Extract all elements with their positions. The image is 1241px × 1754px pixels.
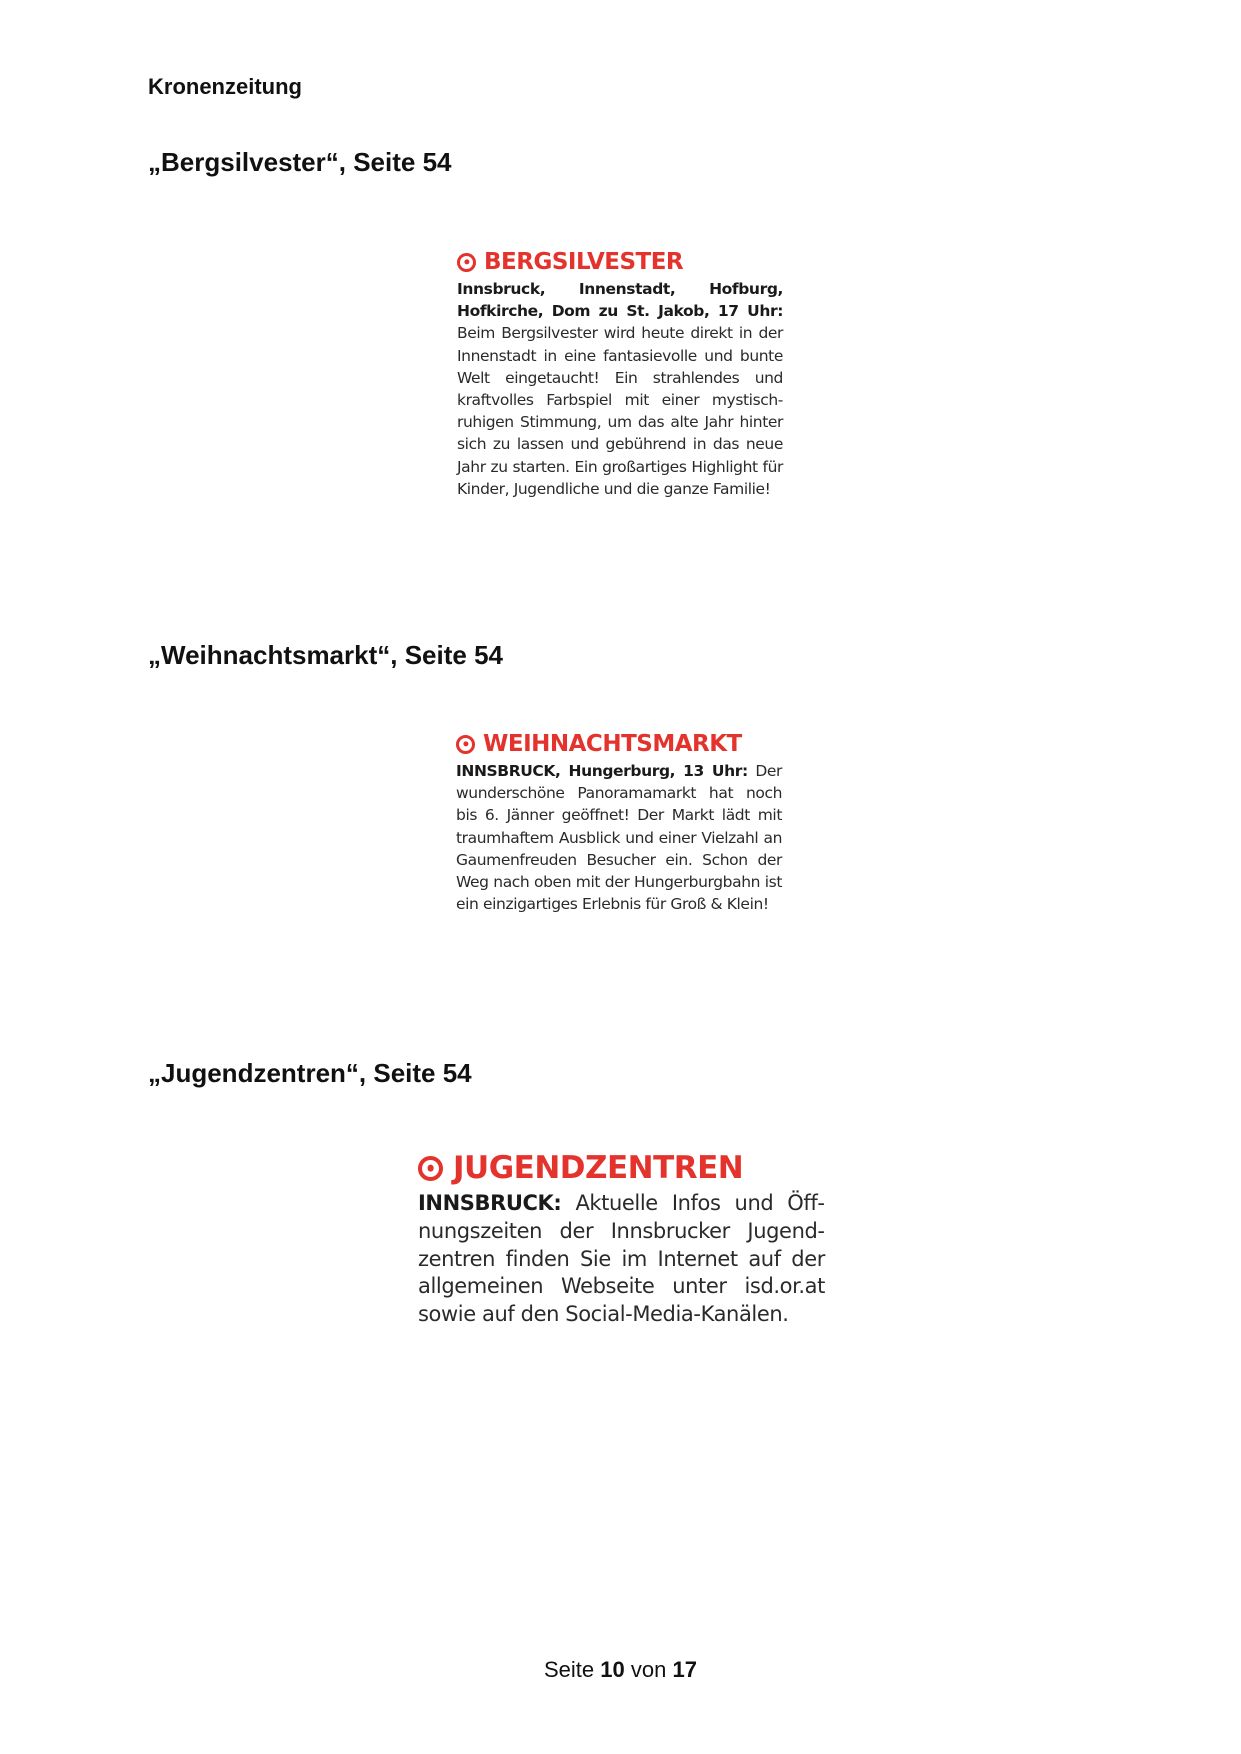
page-number-current: 10	[600, 1657, 625, 1682]
target-icon	[418, 1156, 443, 1181]
clip-body	[457, 278, 783, 500]
page-number-prefix: Seite	[544, 1657, 595, 1682]
clip-lead: INNSBRUCK:	[418, 1191, 562, 1215]
clip-body	[456, 760, 782, 915]
page-number-total: 17	[672, 1657, 697, 1682]
section-heading-bergsilvester: „Bergsilvester“, Seite 54	[148, 147, 452, 177]
clip-title-text: BERGSILVESTER	[484, 249, 684, 275]
section-heading-jugendzentren: „Jugendzentren“, Seite 54	[148, 1058, 472, 1088]
article-clip-bergsilvester	[457, 246, 783, 500]
clip-text: Der wunderschöne Panoramamarkt hat noch bis 6. Jänner geöffnet! Der Markt lädt mit traumhaftem Ausblick und einer Vielzahl an Gaumenfreuden Besucher ein. Schon der Weg nach oben mit der Hungerburgbahn ist ein einzigartiges Erlebnis für Groß & Klein!	[456, 762, 782, 914]
clip-text: Aktuelle Infos und Öffnungszeiten der Innsbrucker Jugendzentren finden Sie im Internet auf der allgemeinen Webseite unter isd.or.at sowie auf den Social-Media-Kanälen.	[418, 1191, 825, 1327]
section-heading-weihnachtsmarkt: „Weihnachtsmarkt“, Seite 54	[148, 640, 503, 670]
document-source: Kronenzeitung	[148, 74, 302, 99]
clip-body	[418, 1190, 825, 1329]
page-number-separator: von	[630, 1657, 667, 1682]
clip-lead: Innsbruck, Innenstadt, Hofburg, Hofkirche, Dom zu St. Jakob, 17 Uhr:	[457, 280, 783, 321]
page-number	[0, 1657, 1241, 1683]
article-clip-jugendzentren	[418, 1146, 825, 1329]
clip-lead: INNSBRUCK, Hungerburg, 13 Uhr:	[456, 762, 748, 780]
article-clip-weihnachtsmarkt	[456, 728, 782, 915]
clip-title-text: WEIHNACHTSMARKT	[483, 731, 742, 757]
target-icon	[457, 253, 476, 272]
clip-text: Beim Bergsilvester wird heute direkt in der Innenstadt in eine fantasievolle und bunte Welt eingetaucht! Ein strahlendes und kraftvolles Farbspiel mit einer mystisch-ruhigen Stimmung, um das alte Jahr hinter sich zu lassen und gebührend in das neue Jahr zu starten. Ein großartiges Highlight für Kinder, Jugendliche und die ganze Familie!	[457, 324, 783, 498]
target-icon	[456, 735, 475, 754]
clip-title-text: JUGENDZENTREN	[453, 1150, 744, 1186]
clip-title	[418, 1146, 825, 1190]
clip-title	[456, 728, 782, 760]
clip-title	[457, 246, 783, 278]
